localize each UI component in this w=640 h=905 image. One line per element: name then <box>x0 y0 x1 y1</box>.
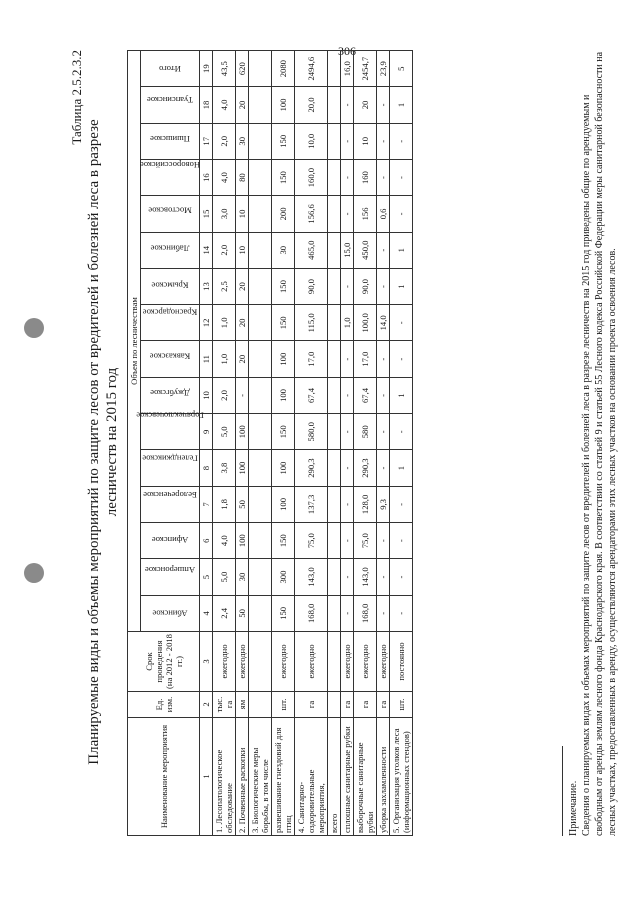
value-cell <box>328 341 341 377</box>
district-header <box>141 196 200 232</box>
measures-table <box>127 50 413 836</box>
district-header-label: Мостовское <box>148 204 192 215</box>
value-cell: 23,9 <box>377 51 390 87</box>
value-cell: - <box>341 486 354 522</box>
unit-cell: шт. <box>272 692 295 718</box>
district-header-label: Краснодарское <box>142 308 198 319</box>
column-number: 5 <box>200 559 213 595</box>
value-cell: - <box>377 450 390 486</box>
table-row <box>295 51 328 836</box>
value-cell: 580,0 <box>295 414 328 450</box>
value-cell: - <box>377 268 390 304</box>
value-cell: 4,0 <box>213 523 236 559</box>
value-cell: - <box>377 341 390 377</box>
value-cell <box>328 268 341 304</box>
period-cell: ежегодно <box>236 632 249 692</box>
value-cell: 168,0 <box>354 595 377 631</box>
value-cell: 156 <box>354 196 377 232</box>
value-cell: 90,0 <box>295 268 328 304</box>
value-cell: 17,0 <box>354 341 377 377</box>
unit-cell <box>249 692 272 718</box>
column-number: 8 <box>200 450 213 486</box>
measure-name-cell: 4. Санитарно-оздоровительные мероприятия, <box>295 718 328 836</box>
value-cell <box>249 87 272 123</box>
value-cell: 143,0 <box>354 559 377 595</box>
value-cell: 2,0 <box>213 377 236 413</box>
value-cell: 3,0 <box>213 196 236 232</box>
value-cell: - <box>341 87 354 123</box>
value-cell: 100 <box>272 486 295 522</box>
district-header-label: Абинское <box>152 608 188 619</box>
district-header-label: Геленджикское <box>142 453 198 464</box>
value-cell: 15,0 <box>341 232 354 268</box>
value-cell: 150 <box>272 523 295 559</box>
column-number: 11 <box>200 341 213 377</box>
column-number: 16 <box>200 159 213 195</box>
period-cell: ежегодно <box>341 632 354 692</box>
value-cell: 67,4 <box>354 377 377 413</box>
district-header <box>141 51 200 87</box>
value-cell: 100 <box>272 341 295 377</box>
value-cell: 2,0 <box>213 123 236 159</box>
value-cell: 300 <box>272 559 295 595</box>
column-number: 10 <box>200 377 213 413</box>
value-cell: 10 <box>354 123 377 159</box>
period-cell: ежегодно <box>272 632 295 692</box>
value-cell: 100 <box>236 414 249 450</box>
value-cell: 143,0 <box>295 559 328 595</box>
column-number: 19 <box>200 51 213 87</box>
value-cell <box>328 414 341 450</box>
value-cell: - <box>341 268 354 304</box>
value-cell <box>328 51 341 87</box>
period-cell <box>249 632 272 692</box>
value-cell: 150 <box>272 123 295 159</box>
value-cell <box>328 159 341 195</box>
table-row <box>341 51 354 836</box>
value-cell: - <box>341 377 354 413</box>
value-cell: 1 <box>390 268 413 304</box>
title-line-1: Планируемые виды и объемы мероприятий по защите лесов от вредителей и болезней леса в разрезе <box>86 119 102 765</box>
value-cell: 43,5 <box>213 51 236 87</box>
value-cell: 4,0 <box>213 87 236 123</box>
value-cell: 20 <box>236 87 249 123</box>
value-cell: - <box>390 196 413 232</box>
district-header <box>141 87 200 123</box>
district-header-label: Апшеронское <box>144 564 196 575</box>
value-cell: 150 <box>272 159 295 195</box>
value-cell: - <box>377 414 390 450</box>
column-number: 13 <box>200 268 213 304</box>
value-cell: 290,3 <box>354 450 377 486</box>
value-cell: - <box>341 450 354 486</box>
value-cell: 30 <box>236 123 249 159</box>
value-cell: 90,0 <box>354 268 377 304</box>
value-cell: 50 <box>236 595 249 631</box>
period-cell: ежегодно <box>354 632 377 692</box>
value-cell: 50 <box>236 486 249 522</box>
district-header-label: Пшишское <box>150 134 190 145</box>
table-row <box>213 51 236 836</box>
value-cell <box>249 559 272 595</box>
value-cell: 5,0 <box>213 559 236 595</box>
value-cell: - <box>341 341 354 377</box>
measure-name-cell: всего <box>328 718 341 836</box>
column-number: 17 <box>200 123 213 159</box>
punch-hole-bottom <box>24 563 44 583</box>
unit-cell: ям <box>236 692 249 718</box>
value-cell: 1 <box>390 450 413 486</box>
table-number: Таблица 2.5.2.3.2 <box>69 50 84 145</box>
value-cell <box>328 486 341 522</box>
value-cell: 100 <box>236 450 249 486</box>
value-cell: - <box>390 414 413 450</box>
value-cell: - <box>341 523 354 559</box>
value-cell: 620 <box>236 51 249 87</box>
value-cell <box>328 305 341 341</box>
value-cell <box>249 196 272 232</box>
value-cell: 9,3 <box>377 486 390 522</box>
district-header <box>141 305 200 341</box>
value-cell <box>249 232 272 268</box>
value-cell <box>249 341 272 377</box>
value-cell: 17,0 <box>295 341 328 377</box>
value-cell: - <box>377 377 390 413</box>
value-cell <box>328 450 341 486</box>
value-cell <box>249 450 272 486</box>
period-cell <box>328 632 341 692</box>
period-cell: ежегодно <box>377 632 390 692</box>
value-cell <box>328 559 341 595</box>
district-header-label: Крымское <box>151 280 189 291</box>
value-cell: 450,0 <box>354 232 377 268</box>
value-cell <box>249 377 272 413</box>
value-cell <box>249 305 272 341</box>
measure-name-cell: 5. Организация уголков леса (информационных стендов) <box>390 718 413 836</box>
value-cell: - <box>341 595 354 631</box>
value-cell <box>249 486 272 522</box>
unit-cell: тыс. га <box>213 692 236 718</box>
unit-cell: га <box>341 692 354 718</box>
district-header <box>141 377 200 413</box>
value-cell: - <box>390 595 413 631</box>
value-cell: 115,0 <box>295 305 328 341</box>
value-cell <box>249 159 272 195</box>
value-cell: 1 <box>390 232 413 268</box>
column-number: 3 <box>200 632 213 692</box>
district-header-label: Джубгское <box>150 388 190 399</box>
value-cell: 80 <box>236 159 249 195</box>
header-unit: Ед. изм. <box>128 692 200 718</box>
period-cell: ежегодно <box>295 632 328 692</box>
value-cell: 75,0 <box>354 523 377 559</box>
table-row <box>249 51 272 836</box>
district-header <box>141 486 200 522</box>
value-cell <box>328 196 341 232</box>
district-header <box>141 268 200 304</box>
value-cell: - <box>390 523 413 559</box>
value-cell: 2494,6 <box>295 51 328 87</box>
column-number: 6 <box>200 523 213 559</box>
note-text: Сведения о планируемых видах и объемах мероприятий по защите лесов от вредителей и болезней леса в разрезе лесничеств на 2015 год приведены общие по арендуемым и свободным от аренды землям лесного фонда Краснодарского края. В соответствии со статьей 9 и статьей 55 Лесного кодекса Российской Федерации меры санитарной безопасности на лесных участках, предоставленных в аренду, осуществляются арендаторами этих лесных участков на основании проекта освоения лесов. <box>581 51 618 836</box>
value-cell: - <box>390 159 413 195</box>
value-cell: 16,0 <box>341 51 354 87</box>
value-cell: 290,3 <box>295 450 328 486</box>
value-cell: 100 <box>272 450 295 486</box>
measure-name-cell: развешивание гнездовий для птиц <box>272 718 295 836</box>
value-cell: 10,0 <box>295 123 328 159</box>
value-cell <box>328 87 341 123</box>
value-cell: 2,5 <box>213 268 236 304</box>
value-cell: 4,0 <box>213 159 236 195</box>
value-cell <box>249 51 272 87</box>
value-cell: - <box>341 414 354 450</box>
value-cell: 2,0 <box>213 232 236 268</box>
district-header <box>141 523 200 559</box>
value-cell: 1,8 <box>213 486 236 522</box>
value-cell: 2454,7 <box>354 51 377 87</box>
district-header-label: Кавказское <box>149 351 191 362</box>
value-cell: - <box>390 559 413 595</box>
column-number: 4 <box>200 595 213 631</box>
value-cell: 1 <box>390 377 413 413</box>
district-header <box>141 559 200 595</box>
value-cell: 1,0 <box>213 305 236 341</box>
value-cell <box>249 268 272 304</box>
district-header <box>141 450 200 486</box>
unit-cell: га <box>354 692 377 718</box>
value-cell: 67,4 <box>295 377 328 413</box>
value-cell: 14,0 <box>377 305 390 341</box>
header-name: Наименование мероприятия <box>128 718 200 836</box>
value-cell <box>328 377 341 413</box>
punch-hole-top <box>24 318 44 338</box>
value-cell: 0,6 <box>377 196 390 232</box>
value-cell: 20 <box>354 87 377 123</box>
value-cell <box>328 232 341 268</box>
district-header-label: Афипское <box>151 535 189 546</box>
value-cell <box>249 595 272 631</box>
value-cell: - <box>236 377 249 413</box>
value-cell: - <box>377 232 390 268</box>
value-cell: 10 <box>236 232 249 268</box>
value-cell: 5 <box>390 51 413 87</box>
header-period: Срок проведения (на 2012 - 2018 гг.) <box>128 632 200 692</box>
value-cell: 100 <box>236 523 249 559</box>
value-cell: 30 <box>236 559 249 595</box>
unit-cell: шт. <box>390 692 413 718</box>
value-cell: 156,6 <box>295 196 328 232</box>
value-cell: - <box>341 559 354 595</box>
value-cell: 580 <box>354 414 377 450</box>
column-number: 12 <box>200 305 213 341</box>
period-cell: ежегодно <box>213 632 236 692</box>
value-cell: 100 <box>272 87 295 123</box>
value-cell: 20 <box>236 341 249 377</box>
measure-name-cell: уборка захламленности <box>377 718 390 836</box>
value-cell <box>328 595 341 631</box>
measure-name-cell: сплошные санитарные рубки <box>341 718 354 836</box>
district-header-label: Белореченское <box>143 490 197 501</box>
value-cell: - <box>377 523 390 559</box>
measure-name-cell: 3. Биологические меры борьбы, в том числе <box>249 718 272 836</box>
measure-name-cell: выборочные санитарные рубки <box>354 718 377 836</box>
value-cell: - <box>390 123 413 159</box>
note-title: Примечание. <box>568 780 579 836</box>
column-number: 2 <box>200 692 213 718</box>
value-cell: 20,0 <box>295 87 328 123</box>
value-cell: - <box>341 123 354 159</box>
value-cell: 168,0 <box>295 595 328 631</box>
value-cell <box>249 414 272 450</box>
value-cell <box>249 523 272 559</box>
measure-name-cell: 1. Лесопатологическое обследование <box>213 718 236 836</box>
district-header <box>141 595 200 631</box>
page-number: 306 <box>338 44 356 58</box>
value-cell: 2,4 <box>213 595 236 631</box>
district-header-label: Лабинское <box>150 243 190 254</box>
note-divider <box>562 746 563 836</box>
value-cell: 20 <box>236 305 249 341</box>
value-cell: 30 <box>272 232 295 268</box>
value-cell: - <box>341 196 354 232</box>
column-number: 7 <box>200 486 213 522</box>
unit-cell: га <box>377 692 390 718</box>
value-cell: 1,0 <box>341 305 354 341</box>
value-cell: - <box>377 595 390 631</box>
header-volume-group: Объем по лесничествам <box>128 51 141 632</box>
value-cell: 200 <box>272 196 295 232</box>
value-cell: - <box>377 559 390 595</box>
table-row <box>236 51 249 836</box>
value-cell: 75,0 <box>295 523 328 559</box>
district-header <box>141 341 200 377</box>
value-cell: 100,0 <box>354 305 377 341</box>
value-cell: 150 <box>272 595 295 631</box>
district-header <box>136 410 204 450</box>
district-header <box>141 123 200 159</box>
district-header-label: Новороссийское <box>139 160 201 171</box>
table-row <box>328 51 341 836</box>
rotated-page-content <box>67 42 627 842</box>
period-cell: постоянно <box>390 632 413 692</box>
value-cell <box>328 123 341 159</box>
value-cell: - <box>390 341 413 377</box>
value-cell: - <box>377 159 390 195</box>
column-number: 15 <box>200 196 213 232</box>
unit-cell: га <box>295 692 328 718</box>
value-cell: 150 <box>272 268 295 304</box>
value-cell: - <box>390 486 413 522</box>
column-number: 1 <box>200 718 213 836</box>
note-block <box>567 50 619 836</box>
value-cell: 128,0 <box>354 486 377 522</box>
value-cell: 1,0 <box>213 341 236 377</box>
value-cell: 160 <box>354 159 377 195</box>
district-header <box>141 232 200 268</box>
measure-name-cell: 2. Почвенные раскопки <box>236 718 249 836</box>
value-cell: 100 <box>272 377 295 413</box>
value-cell: 10 <box>236 196 249 232</box>
district-header-label: Горячеключевское <box>136 410 204 421</box>
value-cell <box>249 123 272 159</box>
district-header-label: Туапсинское <box>146 94 194 105</box>
value-cell: 137,3 <box>295 486 328 522</box>
value-cell <box>328 523 341 559</box>
value-cell: 150 <box>272 305 295 341</box>
district-header-label: Итого <box>159 63 181 74</box>
value-cell: 160,0 <box>295 159 328 195</box>
value-cell: 1 <box>390 87 413 123</box>
column-number: 14 <box>200 232 213 268</box>
table-row <box>377 51 390 836</box>
column-number: 18 <box>200 87 213 123</box>
value-cell: 5,0 <box>213 414 236 450</box>
value-cell: 2080 <box>272 51 295 87</box>
value-cell: 465,0 <box>295 232 328 268</box>
value-cell: - <box>341 159 354 195</box>
value-cell: - <box>377 123 390 159</box>
unit-cell <box>328 692 341 718</box>
value-cell: 3,8 <box>213 450 236 486</box>
table-row <box>354 51 377 836</box>
table-title <box>85 42 121 842</box>
value-cell: - <box>377 87 390 123</box>
value-cell: 20 <box>236 268 249 304</box>
value-cell: 150 <box>272 414 295 450</box>
column-number: 9 <box>200 414 213 450</box>
district-header <box>141 159 200 195</box>
title-line-2: лесничеств на 2015 год <box>104 367 120 517</box>
value-cell: - <box>390 305 413 341</box>
table-row <box>272 51 295 836</box>
table-row <box>390 51 413 836</box>
